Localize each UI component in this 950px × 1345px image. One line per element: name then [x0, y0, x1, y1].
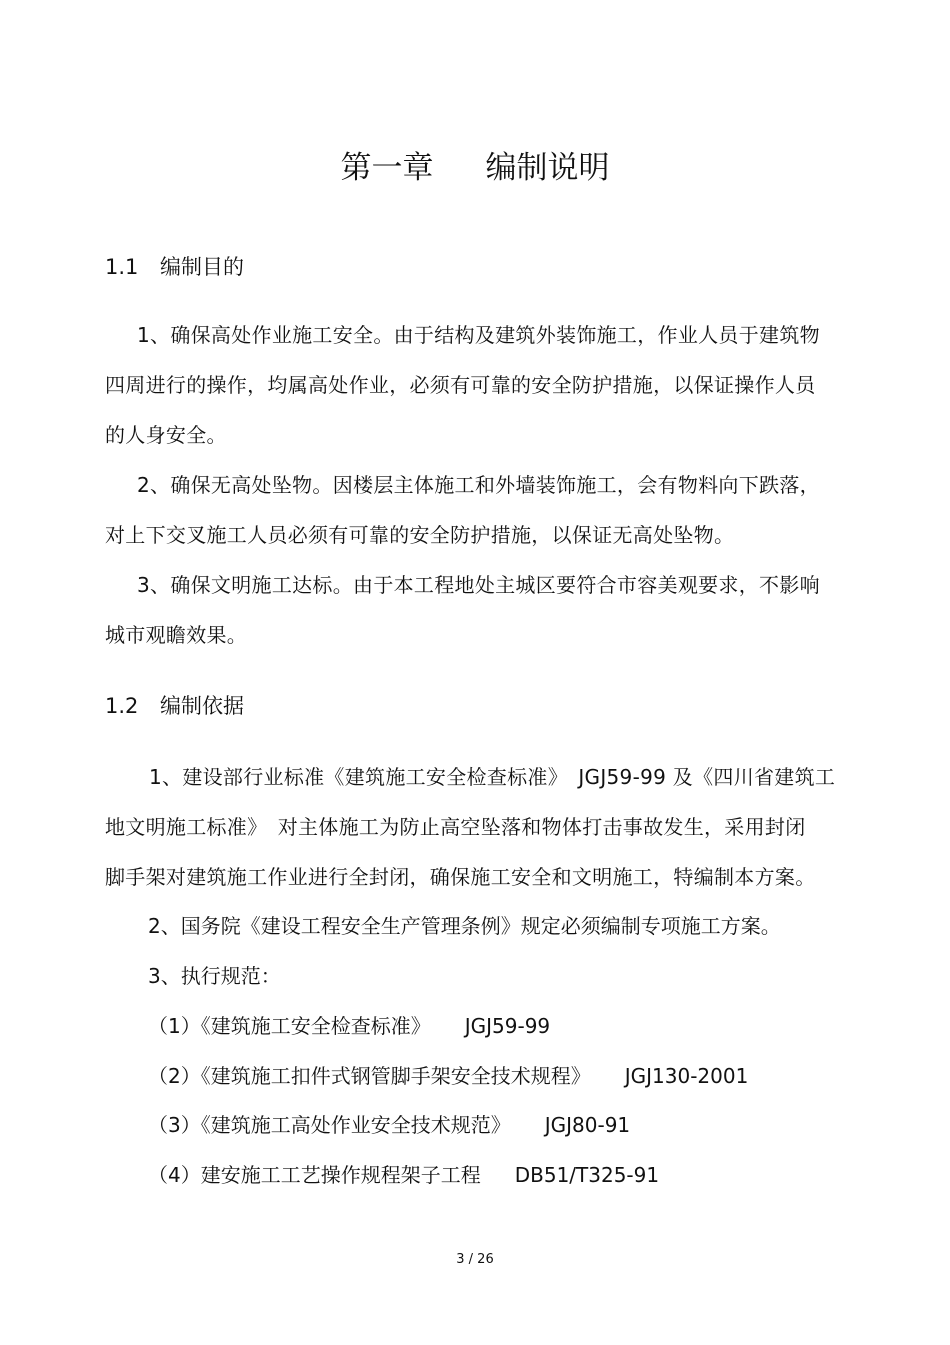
basis-paragraph-1	[105, 752, 875, 902]
standard-item	[148, 1161, 659, 1189]
standard-code: JGJ80-91	[544, 1113, 631, 1137]
section-title: 编制目的	[160, 255, 244, 279]
text-line: 脚手架对建筑施工作业进行全封闭，确保施工安全和文明施工，特编制本方案。	[105, 865, 816, 889]
standard-code: DB51/T325-91	[514, 1163, 660, 1187]
section-title: 编制依据	[160, 694, 244, 718]
text-line: 2、确保无高处坠物。因楼层主体施工和外墙装饰施工，会有物料向下跌落，	[137, 473, 820, 497]
section-heading-1-1	[105, 253, 244, 281]
standard-item	[148, 1012, 550, 1040]
text-line: 1、确保高处作业施工安全。由于结构及建筑外装饰施工，作业人员于建筑物	[137, 323, 820, 347]
standard-label: （2）《建筑施工扣件式钢管脚手架安全技术规程》	[148, 1064, 591, 1088]
chapter-label: 第一章	[340, 150, 434, 186]
standard-label: （1）《建筑施工安全检查标准》	[148, 1014, 431, 1038]
purpose-paragraph-3	[105, 560, 845, 660]
section-heading-1-2	[105, 692, 244, 720]
section-number: 1.2	[105, 694, 139, 718]
standard-item	[148, 1062, 748, 1090]
page-number: 3 / 26	[456, 1252, 494, 1267]
standard-item	[148, 1111, 630, 1139]
basis-paragraph-2: 2、国务院《建设工程安全生产管理条例》规定必须编制专项施工方案。	[148, 914, 781, 938]
chapter-name: 编制说明	[485, 150, 610, 186]
text-line: 四周进行的操作，均属高处作业，必须有可靠的安全防护措施，以保证操作人员	[105, 373, 816, 397]
standard-label: （3）《建筑施工高处作业安全技术规范》	[148, 1113, 511, 1137]
chapter-title	[0, 148, 950, 188]
purpose-paragraph-2	[105, 460, 845, 560]
text-line: 3、确保文明施工达标。由于本工程地处主城区要符合市容美观要求，不影响	[137, 573, 820, 597]
standard-label: （4）建安施工工艺操作规程架子工程	[148, 1163, 481, 1187]
text-line: 的人身安全。	[105, 423, 227, 447]
purpose-paragraph-1	[105, 310, 845, 460]
section-number: 1.1	[105, 255, 139, 279]
text-line: 对上下交叉施工人员必须有可靠的安全防护措施，以保证无高处坠物。	[105, 523, 735, 547]
text-line: 1、建设部行业标准《建筑施工安全检查标准》 JGJ59-99 及《四川省建筑工	[149, 765, 836, 789]
basis-paragraph-3: 3、执行规范：	[148, 964, 281, 988]
text-line: 城市观瞻效果。	[105, 623, 248, 647]
standard-code: JGJ130-2001	[624, 1064, 749, 1088]
standard-code: JGJ59-99	[464, 1014, 551, 1038]
text-line: 地文明施工标准》 对主体施工为防止高空坠落和物体打击事故发生，采用封闭	[105, 815, 806, 839]
